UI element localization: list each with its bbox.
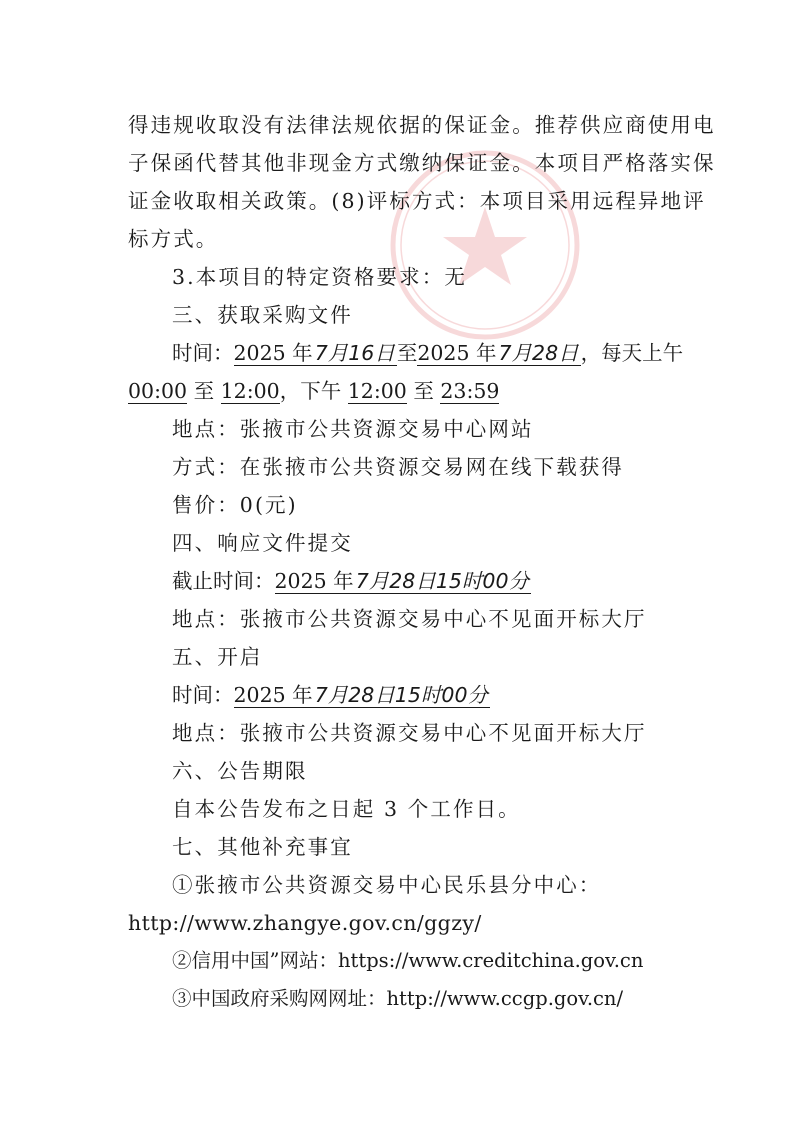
section-heading-opening: 五、开启 — [172, 645, 263, 669]
reference-item-2: ②信用中国”网站：https://www.creditchina.gov.cn — [172, 949, 644, 972]
paragraph-line: 标方式。 — [128, 227, 219, 251]
qualification-requirement: 3.本项目的特定资格要求：无 — [172, 265, 467, 289]
handwritten-date: 7月28日15时00分 — [355, 569, 529, 593]
reference-item-3: ③中国政府采购网网址：http://www.ccgp.gov.cn/ — [172, 987, 624, 1010]
paragraph-line: 子保函代替其他非现金方式缴纳保证金。本项目严格落实保 — [128, 151, 716, 175]
handwritten-date: 7月16日 — [314, 341, 395, 365]
opening-time-line: 时间：2025 年7月28日15时00分 — [172, 683, 488, 707]
document-price: 售价：0(元) — [172, 493, 298, 517]
submission-location: 地点：张掖市公共资源交易中心不见面开标大厅 — [172, 607, 647, 631]
section-heading-obtain-documents: 三、获取采购文件 — [172, 303, 353, 327]
section-heading-other-matters: 七、其他补充事宜 — [172, 835, 353, 859]
acquisition-method: 方式：在张掖市公共资源交易网在线下载获得 — [172, 455, 624, 479]
acquisition-hours-line: 00:00 至 12:00，下午 12:00 至 23:59 — [128, 379, 500, 403]
paragraph-line: 得违规收取没有法律法规依据的保证金。推荐供应商使用电 — [128, 113, 716, 137]
reference-url-1: http://www.zhangye.gov.cn/ggzy/ — [128, 911, 482, 935]
notice-period-text: 自本公告发布之日起 3 个工作日。 — [172, 797, 521, 821]
paragraph-line: 证金收取相关政策。(8)评标方式：本项目采用远程异地评 — [128, 189, 706, 213]
acquisition-location: 地点：张掖市公共资源交易中心网站 — [172, 417, 534, 441]
submission-deadline-line: 截止时间：2025 年7月28日15时00分 — [172, 569, 529, 593]
reference-item-1: ①张掖市公共资源交易中心民乐县分中心： — [172, 873, 602, 897]
acquisition-time-line: 时间：2025 年7月16日至2025 年7月28日，每天上午 — [172, 341, 684, 365]
opening-location: 地点：张掖市公共资源交易中心不见面开标大厅 — [172, 721, 647, 745]
handwritten-date: 7月28日 — [498, 341, 579, 365]
section-heading-submission: 四、响应文件提交 — [172, 531, 353, 555]
handwritten-date: 7月28日15时00分 — [314, 683, 488, 707]
section-heading-notice-period: 六、公告期限 — [172, 759, 308, 783]
